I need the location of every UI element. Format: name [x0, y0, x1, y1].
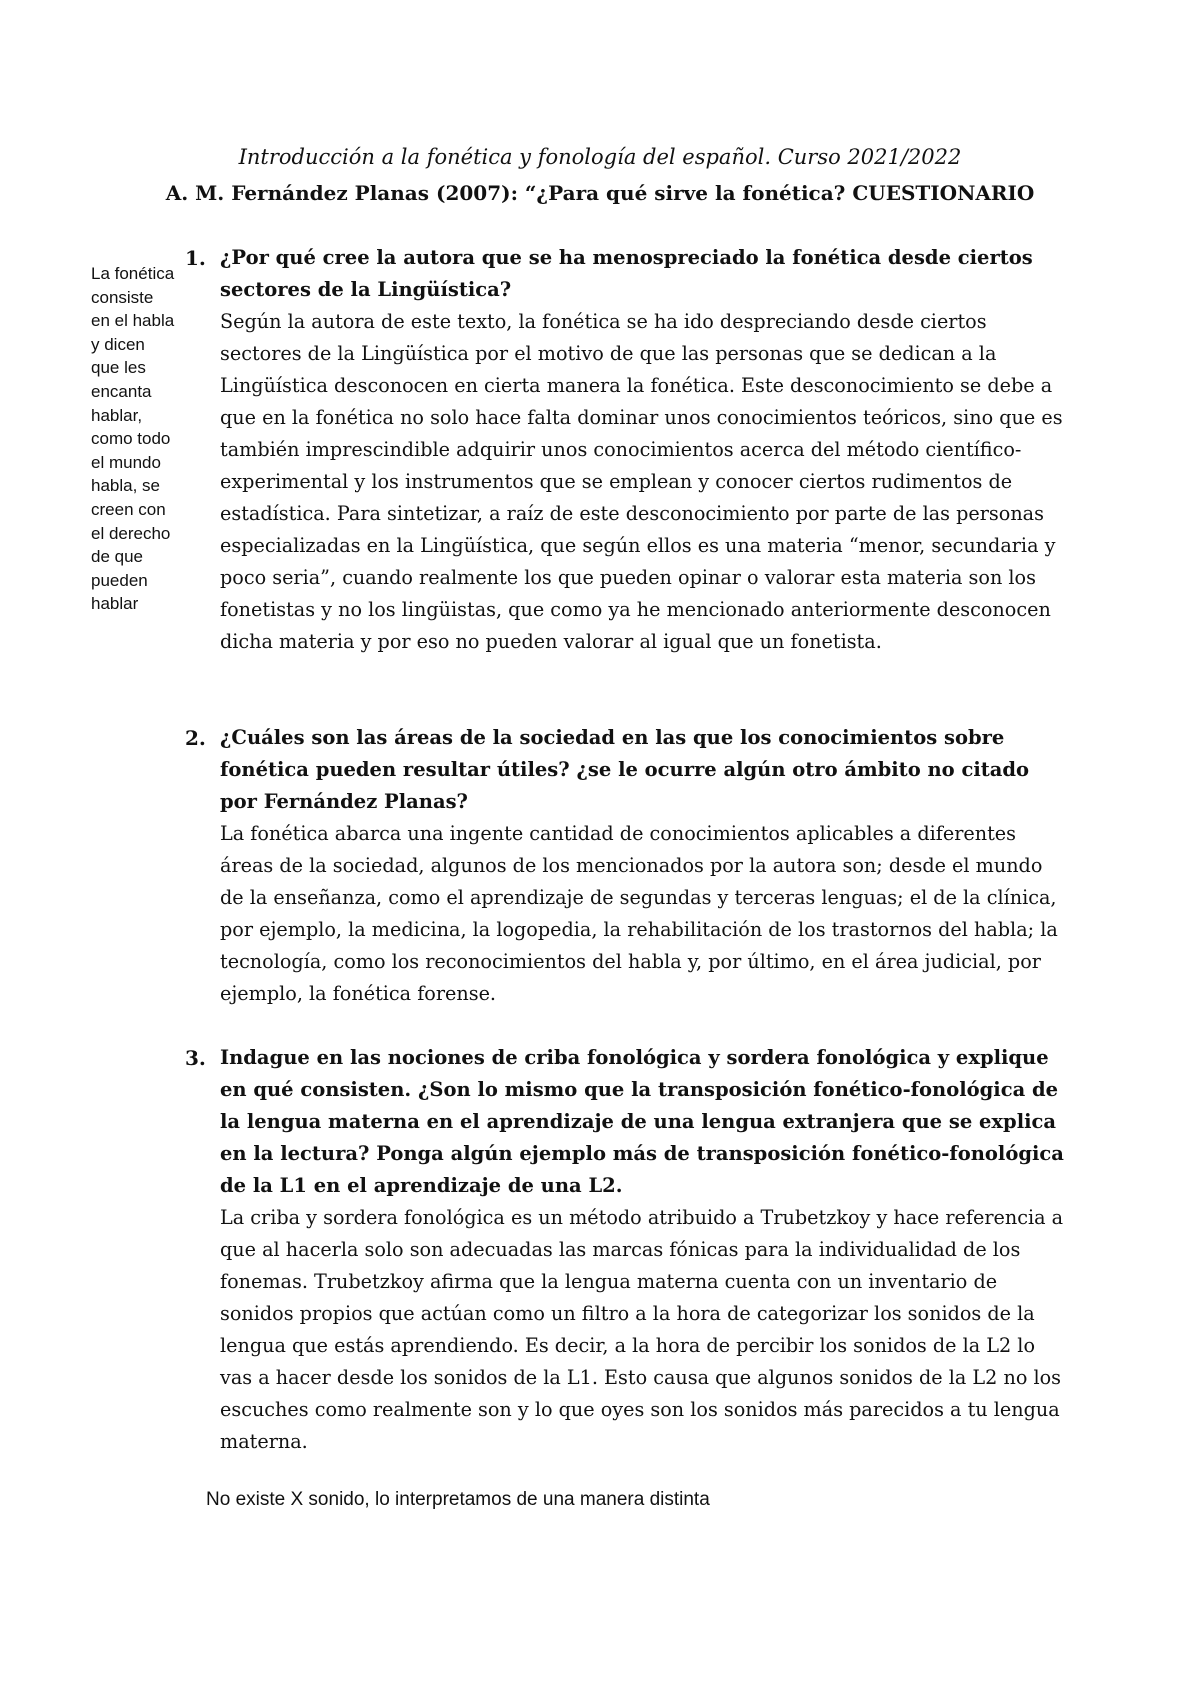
margin-comment: La fonética consiste en el habla y dicen que les encanta hablar, como todo el mundo habla, se creen con el derecho de que pueden hablar: [91, 264, 175, 614]
answer-text: Según la autora de este texto, la fonética se ha ido despreciando desde ciertos sectores de la Lingüística por el motivo de que las personas que se dedican a la Lingüística desconocen en cierta manera la fonética. Este desconocimiento se debe a que en la fonética no solo hace falta dominar unos conocimientos teóricos, sino que es también imprescindible adquirir unos conocimientos acerca del método científico-experimental y los instrumentos que se emplean y conocer ciertos rudimentos de estadística. Para sintetizar, a raíz de este desconocimiento por parte de las personas especializadas en la Lingüística, que según ellos es una materia “menor, secundaria y poco seria”, cuando realmente los que pueden opinar o valorar esta materia son los fonetistas y no los lingüistas, que como ya he mencionado anteriormente desconocen dicha materia y por eso no pueden valorar al igual que un fonetista.: [220, 310, 1063, 653]
question-3: [185, 1042, 1065, 1458]
question-2: [185, 722, 1065, 1010]
question-text: ¿Cuáles son las áreas de la sociedad en las que los conocimientos sobre fonética pueden resultar útiles? ¿se le ocurre algún otro ámbito no citado por Fernández Planas?: [220, 726, 1030, 813]
document-subtitle: A. M. Fernández Planas (2007): “¿Para qué sirve la fonética? CUESTIONARIO: [165, 181, 1035, 205]
question-number: 1.: [185, 246, 206, 270]
question-number: 2.: [185, 726, 206, 750]
handwritten-style-note: No existe X sonido, lo interpretamos de una manera distinta: [206, 1489, 710, 1510]
course-title: Introducción a la fonética y fonología del español. Curso 2021/2022: [238, 145, 962, 169]
question-1: [185, 242, 1065, 658]
answer-text: La criba y sordera fonológica es un método atribuido a Trubetzkoy y hace referencia a que al hacerla solo son adecuadas las marcas fónicas para la individualidad de los fonemas. Trubetzkoy afirma que la lengua materna cuenta con un inventario de sonidos propios que actúan como un filtro a la hora de categorizar los sonidos de la lengua que estás aprendiendo. Es decir, a la hora de percibir los sonidos de la L2 lo vas a hacer desde los sonidos de la L1. Esto causa que algunos sonidos de la L2 no los escuches como realmente son y lo que oyes son los sonidos más parecidos a tu lengua materna.: [220, 1206, 1064, 1453]
question-number: 3.: [185, 1046, 206, 1070]
question-text: ¿Por qué cree la autora que se ha menospreciado la fonética desde ciertos sectores de la Lingüística?: [220, 246, 1033, 301]
answer-text: La fonética abarca una ingente cantidad de conocimientos aplicables a diferentes áreas de la sociedad, algunos de los mencionados por la autora son; desde el mundo de la enseñanza, como el aprendizaje de segundas y terceras lenguas; el de la clínica, por ejemplo, la medicina, la logopedia, la rehabilitación de los trastornos del habla; la tecnología, como los reconocimientos del habla y, por último, en el área judicial, por ejemplo, la fonética forense.: [220, 822, 1058, 1005]
question-text: Indague en las nociones de criba fonológica y sordera fonológica y explique en qué consisten. ¿Son lo mismo que la transposición fonético-fonológica de la lengua materna en el aprendizaje de una lengua extranjera que se explica en la lectura? Ponga algún ejemplo más de transposición fonético-fonológica de la L1 en el aprendizaje de una L2.: [220, 1046, 1064, 1197]
